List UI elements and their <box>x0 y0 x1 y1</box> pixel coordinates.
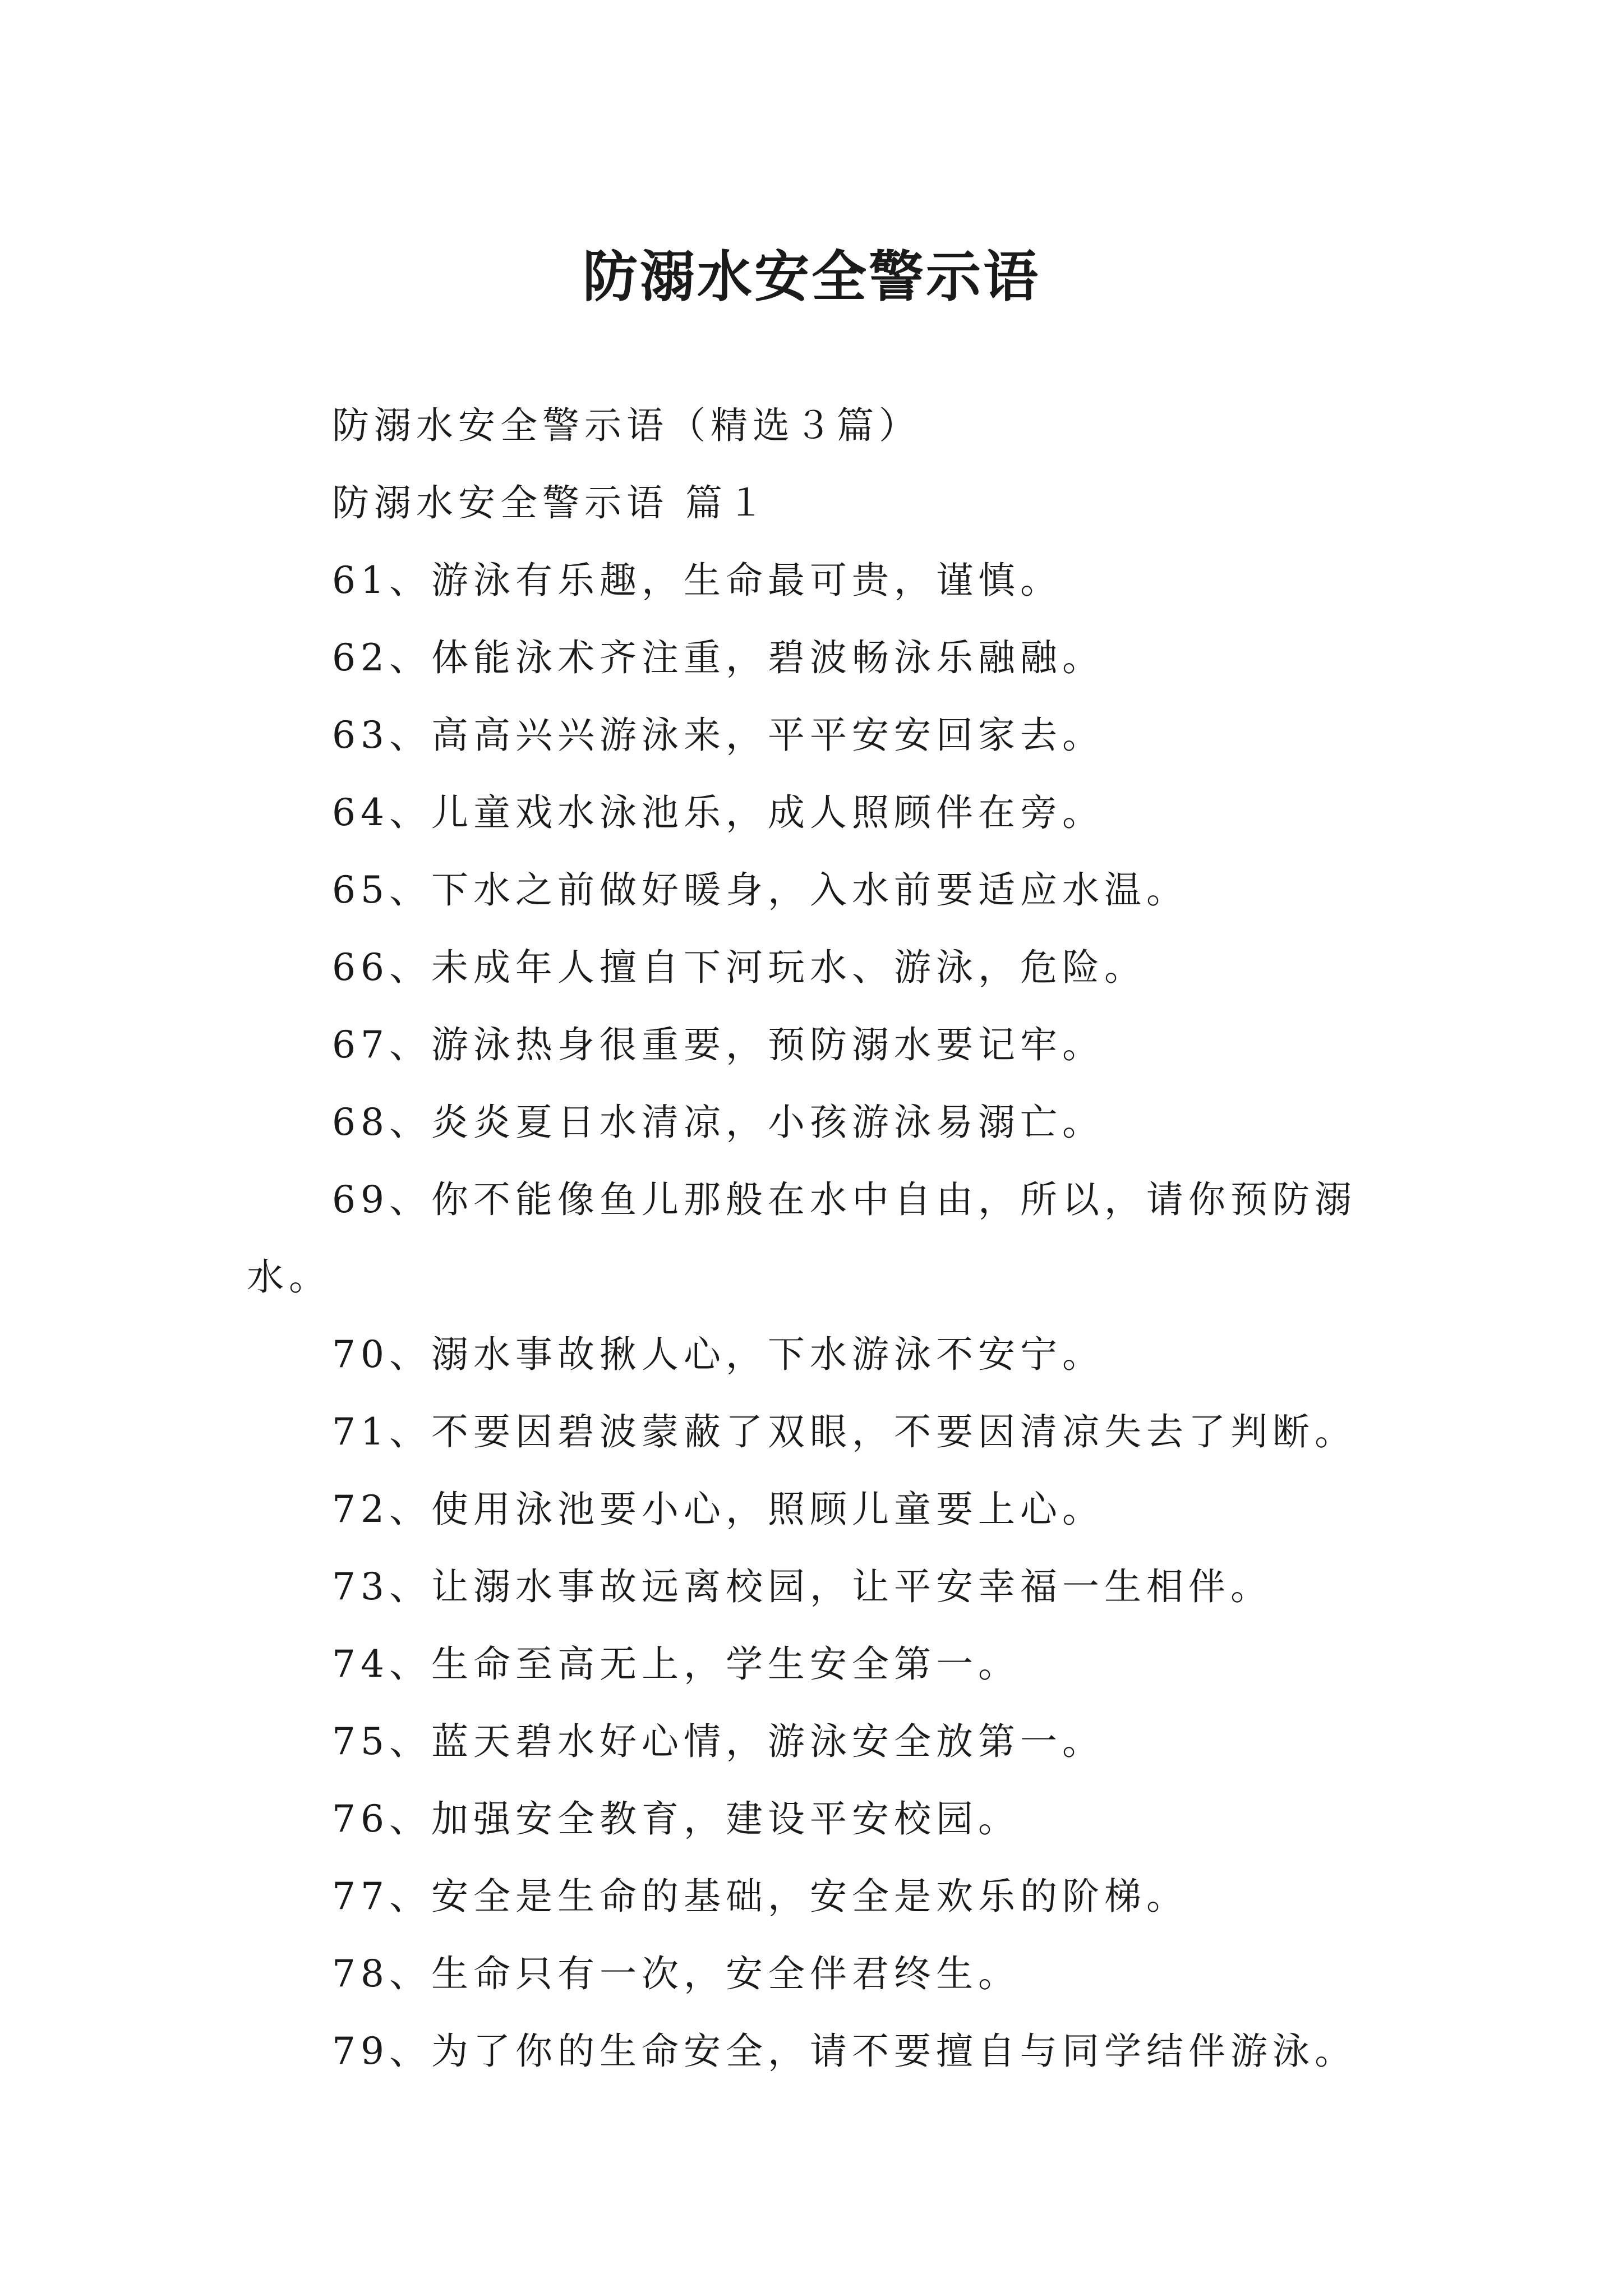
slogan-74: 74、生命至高无上，学生安全第一。 <box>332 1642 1020 1686</box>
slogan-65: 65、下水之前做好暖身，入水前要适应水温。 <box>332 868 1188 912</box>
slogan-68: 68、炎炎夏日水清凉，小孩游泳易溺亡。 <box>332 1101 1104 1144</box>
paragraph-section-heading: 防溺水安全警示语 篇１ <box>332 481 769 524</box>
slogan-72: 72、使用泳池要小心，照顾儿童要上心。 <box>332 1488 1104 1531</box>
document-title: 防溺水安全警示语 <box>582 244 1040 309</box>
slogan-76: 76、加强安全教育，建设平安校园。 <box>332 1797 1020 1841</box>
slogan-66: 66、未成年人擅自下河玩水、游泳，危险。 <box>332 946 1146 989</box>
slogan-69: 69、你不能像鱼儿那般在水中自由，所以，请你预防溺水。 <box>247 1178 1357 1299</box>
slogan-64: 64、儿童戏水泳池乐，成人照顾伴在旁。 <box>332 791 1104 834</box>
slogan-75: 75、蓝天碧水好心情，游泳安全放第一。 <box>332 1720 1104 1763</box>
slogan-71: 71、不要因碧波蒙蔽了双眼，不要因清凉失去了判断。 <box>332 1410 1357 1453</box>
slogan-67: 67、游泳热身很重要，预防溺水要记牢。 <box>332 1023 1104 1066</box>
document-body <box>247 387 1413 2090</box>
slogan-62: 62、体能泳术齐注重，碧波畅泳乐融融。 <box>332 636 1104 679</box>
paragraph-intro: 防溺水安全警示语（精选３篇） <box>332 404 921 447</box>
slogan-73: 73、让溺水事故远离校园，让平安幸福一生相伴。 <box>332 1565 1272 1608</box>
slogan-78: 78、生命只有一次，安全伴君终生。 <box>332 1952 1020 1995</box>
slogan-63: 63、高高兴兴游泳来，平平安安回家去。 <box>332 714 1104 757</box>
slogan-61: 61、游泳有乐趣，生命最可贵，谨慎。 <box>332 559 1062 602</box>
slogan-77: 77、安全是生命的基础，安全是欢乐的阶梯。 <box>332 1875 1188 1918</box>
slogan-79: 79、为了你的生命安全，请不要擅自与同学结伴游泳。 <box>332 2030 1357 2073</box>
slogan-70: 70、溺水事故揪人心，下水游泳不安宁。 <box>332 1333 1104 1376</box>
